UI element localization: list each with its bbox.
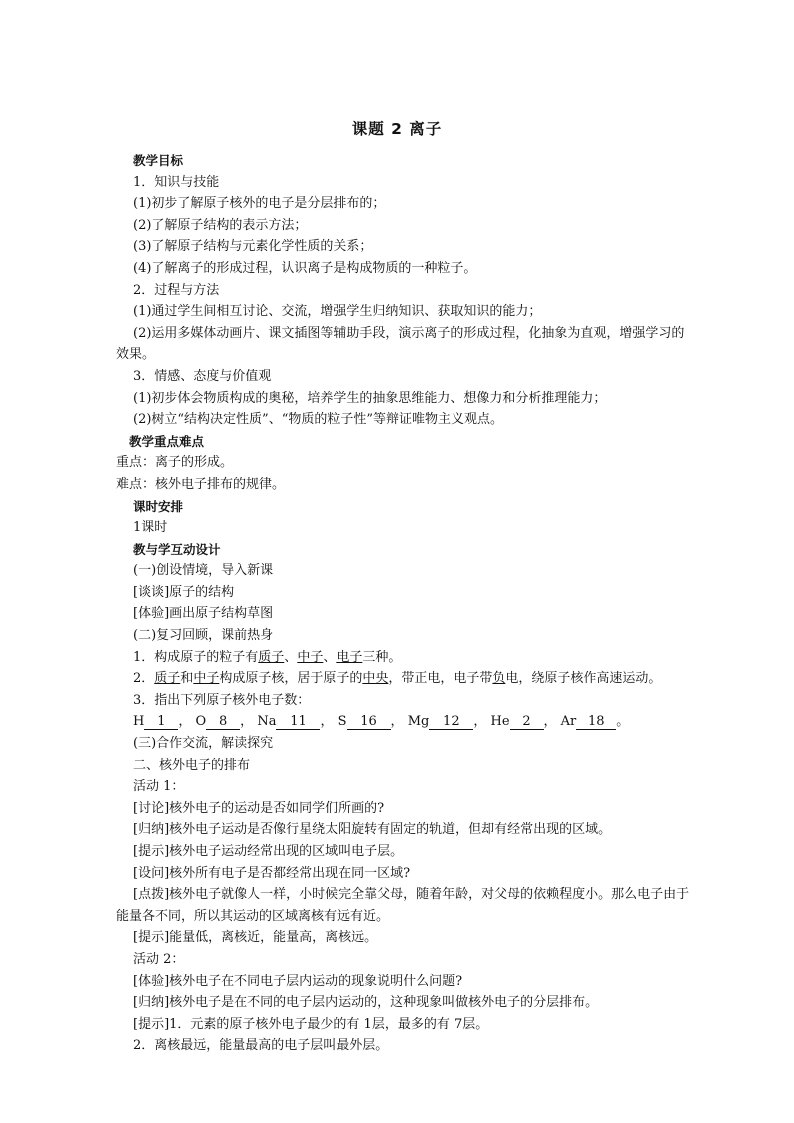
question-1 (116, 647, 696, 669)
obj3-heading: 3．情感、态度与价值观 (133, 368, 272, 384)
q2-text: 和 (180, 671, 194, 687)
electron-count: 1 (144, 714, 178, 730)
separator: ， (543, 714, 557, 730)
separator: ， (390, 714, 404, 730)
part-one: (一)创设情境，导入新课 (133, 563, 274, 579)
obj1-heading: 1．知识与技能 (133, 174, 220, 190)
summary-line: [归纳]核外电子运动是否像行星绕太阳旋转有固定的轨道，但却有经常出现的区域。 (133, 822, 612, 838)
electron-count: 11 (276, 714, 320, 730)
activity-2-label: 活动 2： (133, 951, 185, 967)
separator: ， (320, 714, 334, 730)
separator: ， (240, 714, 254, 730)
obj1-item: (3)了解原子结构与元素化学性质的关系； (133, 239, 373, 255)
q2-prefix: 2． (133, 671, 155, 687)
document-body (116, 150, 696, 1057)
atom-entry (338, 714, 404, 729)
page-title: 课题 2 离子 (351, 120, 443, 138)
electron-count: 2 (510, 714, 544, 730)
obj3-item: (1)初步体会物质构成的奥秘，培养学生的抽象思维能力、想像力和分析推理能力； (133, 390, 607, 406)
point-line: [点拨]核外电子就像人一样，小时候完全靠父母，随着年龄，对父母的依赖程度小。那么电子由于能量各不同，所以其运动的区域离核有远有近。 (116, 887, 690, 924)
answer-blank: 负 (492, 671, 506, 687)
hint-line: [提示]1．元素的原子核外电子最少的有 1层，最多的有 7层。 (133, 1016, 489, 1032)
separator: 。 (616, 714, 630, 730)
activity-1-label: 活动 1： (133, 779, 185, 795)
electron-count: 12 (429, 714, 473, 730)
electron-count: 18 (576, 714, 616, 730)
q2-text: 构成原子核，居于原子的 (219, 671, 363, 687)
key-difficulty-heading: 教学重点难点 (129, 433, 205, 449)
atom-symbol: Mg (407, 714, 430, 730)
atom-entry (408, 714, 487, 729)
answer-blank: 中央 (362, 671, 389, 687)
atom-symbol: Ar (560, 714, 577, 730)
atom-entry (561, 714, 630, 729)
part-two: (二)复习回顾，课前热身 (133, 628, 274, 644)
experience-line: [体验]核外电子在不同电子层内运动的现象说明什么问题? (133, 973, 463, 989)
obj2-heading: 2．过程与方法 (133, 282, 220, 298)
q1-prefix: 1．构成原子的粒子有 (133, 649, 259, 665)
question-line: [设问]核外所有电子是否都经常出现在同一区域? (133, 865, 411, 881)
obj1-item: (4)了解离子的形成过程，认识离子是构成物质的一种粒子。 (133, 260, 477, 276)
design-heading: 教与学互动设计 (133, 541, 221, 557)
atom-symbol: Na (257, 714, 277, 730)
talk-line: [谈谈]原子的结构 (133, 584, 235, 600)
obj2-item-wrapped: (2)运用多媒体动画片、课文插图等辅助手段，演示离子的形成过程，化抽象为直观，增强学习的效果。 (116, 325, 685, 363)
obj2-item: (1)通过学生间相互讨论、交流，增强学生归纳知识、获取知识的能力； (133, 304, 542, 320)
hint-line: [提示]能量低，离核近，能量高，离核远。 (133, 930, 378, 946)
part-three: (三)合作交流，解读探究 (133, 736, 274, 752)
obj3-item: (2)树立“结构决定性质”、“物质的粒子性”等辩证唯物主义观点。 (133, 412, 503, 428)
answer-blank: 中子 (297, 649, 324, 665)
hint-line: [提示]核外电子运动经常出现的区域叫电子层。 (133, 844, 404, 859)
summary-line: [归纳]核外电子是在不同的电子层内运动的，这种现象叫做核外电子的分层排布。 (133, 995, 599, 1011)
hint-line: 2．离核最远，能量最高的电子层叫最外层。 (133, 1038, 389, 1054)
atom-entry (196, 714, 254, 729)
answer-blank: 中子 (193, 671, 220, 687)
question-2 (116, 668, 696, 690)
atom-entry (490, 714, 556, 729)
atom-symbol: He (490, 714, 510, 730)
atom-symbol: H (133, 714, 145, 730)
question-3: 3．指出下列原子核外电子数： (133, 692, 311, 708)
q1-sep: 、 (284, 649, 298, 665)
electron-count: 8 (206, 714, 240, 730)
separator: ， (178, 714, 192, 730)
q2-text: ，带正电，电子带 (388, 671, 493, 687)
experience-line: [体验]画出原子结构草图 (133, 606, 274, 622)
q1-suffix: 三种。 (362, 649, 402, 665)
answer-blank: 质子 (154, 671, 181, 687)
electron-count: 16 (347, 714, 391, 730)
section-two-heading: 二、核外电子的排布 (133, 757, 251, 773)
q1-sep: 、 (323, 649, 337, 665)
separator: ， (473, 714, 487, 730)
difficulty: 难点：核外电子排布的规律。 (116, 476, 286, 492)
obj1-item: (1)初步了解原子核外的电子是分层排布的； (133, 196, 386, 212)
answer-blank: 电子 (336, 649, 363, 665)
schedule-heading: 课时安排 (133, 498, 184, 514)
atom-symbol: S (337, 714, 347, 730)
q2-text: 电，绕原子核作高速运动。 (505, 671, 662, 687)
key-point: 重点：离子的形成。 (116, 455, 234, 471)
atom-entry (133, 714, 191, 729)
atom-entry (257, 714, 333, 729)
atom-symbol: O (195, 714, 207, 730)
obj1-item: (2)了解原子结构的表示方法； (133, 217, 308, 233)
answer-blank: 质子 (258, 649, 285, 665)
schedule-value: 1课时 (133, 520, 168, 536)
objectives-heading: 教学目标 (133, 153, 184, 168)
atom-electron-list (116, 711, 696, 733)
discuss-line: [讨论]核外电子的运动是否如同学们所画的? (133, 800, 385, 816)
